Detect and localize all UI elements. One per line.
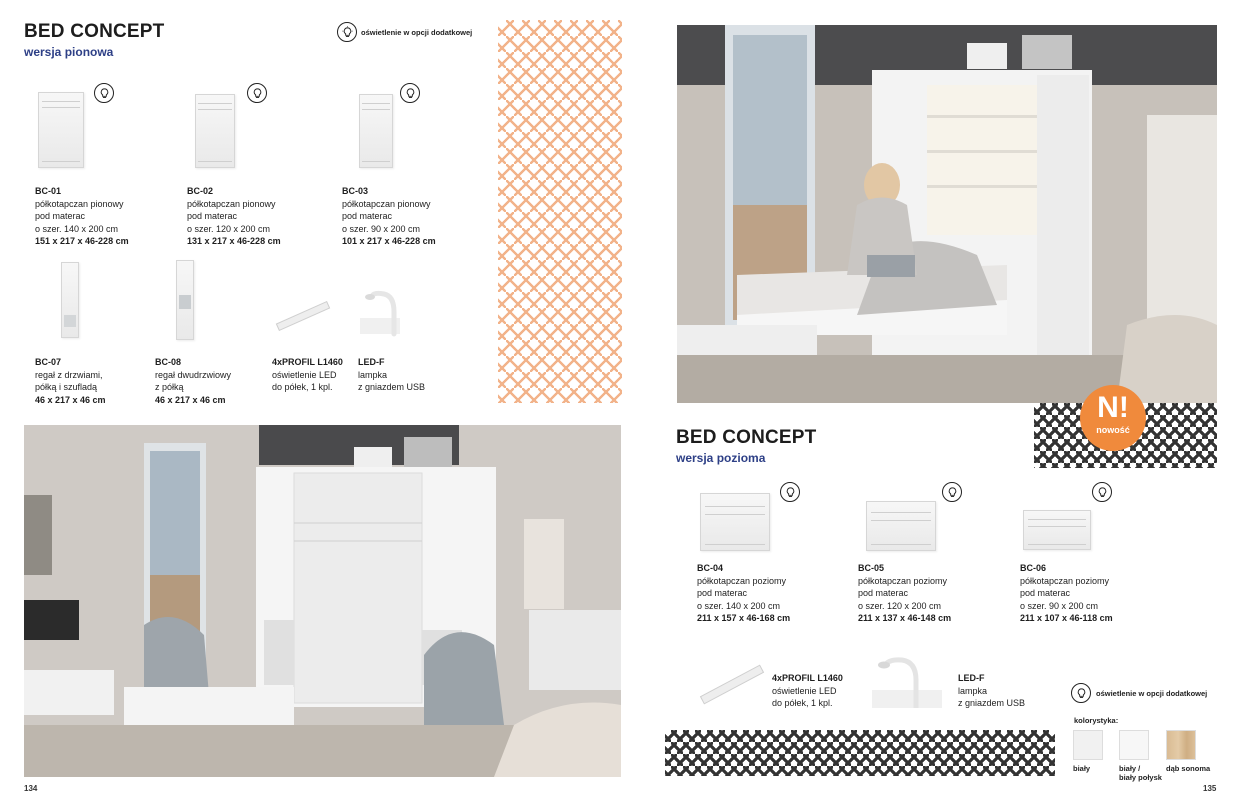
color-label-sonoma-oak: dąb sonoma — [1166, 764, 1211, 773]
product-desc: lampka — [358, 369, 388, 380]
product-bc08 — [155, 356, 231, 406]
product-image-bc07 — [61, 262, 79, 338]
product-desc: oświetlenie LED — [272, 369, 337, 380]
product-size: o szer. 120 x 200 cm — [858, 600, 942, 611]
color-swatch-white — [1073, 730, 1103, 760]
product-desc: z gniazdem USB — [958, 698, 1026, 708]
product-image-led-lamp — [358, 282, 408, 337]
product-led-profile — [772, 672, 843, 710]
right-page-title: BED CONCEPT — [676, 427, 817, 448]
product-desc: półką i szufladą — [35, 382, 98, 392]
color-label-line: biały / — [1119, 764, 1141, 773]
product-bc07 — [35, 356, 106, 406]
product-size: o szer. 140 x 200 cm — [697, 600, 781, 611]
lightbulb-icon — [1092, 482, 1112, 502]
product-image-bc05 — [866, 501, 936, 551]
color-swatch-white-gloss — [1119, 730, 1149, 760]
interior-photo-vertical-bed — [24, 425, 621, 777]
product-image-led-profile — [700, 665, 764, 705]
colors-label: kolorystyka: — [1074, 716, 1119, 725]
product-code: BC-08 — [155, 357, 182, 367]
product-desc: pod materac — [342, 211, 393, 221]
product-bc05 — [858, 562, 951, 625]
product-image-bc02 — [195, 94, 235, 168]
lightbulb-icon — [337, 22, 357, 42]
product-desc: pod materac — [35, 211, 86, 221]
lightbulb-icon — [400, 83, 420, 103]
product-size: o szer. 90 x 200 cm — [342, 223, 421, 234]
product-led-lamp — [958, 672, 1025, 710]
right-page-subtitle: wersja pozioma — [676, 451, 766, 465]
product-code: BC-02 — [187, 186, 214, 196]
product-bc02 — [187, 185, 281, 248]
product-size: o szer. 120 x 200 cm — [187, 223, 271, 234]
product-code: 4xPROFIL L1460 — [772, 673, 843, 683]
product-desc: lampka — [958, 685, 988, 696]
color-label-white-gloss — [1119, 764, 1162, 782]
lightbulb-icon — [247, 83, 267, 103]
product-image-led-lamp — [872, 652, 942, 708]
product-code: BC-03 — [342, 186, 369, 196]
product-led-lamp — [358, 356, 425, 394]
product-image-bc08 — [176, 260, 194, 340]
product-dims: 101 x 217 x 46-228 cm — [342, 236, 436, 246]
product-bc03 — [342, 185, 436, 248]
product-desc: z półką — [155, 382, 184, 392]
product-image-bc04 — [700, 493, 770, 551]
product-dims: 211 x 137 x 46-148 cm — [858, 613, 952, 623]
product-desc: półkotapczan poziomy — [697, 575, 787, 586]
product-image-bc06 — [1023, 510, 1091, 550]
page-number-left: 134 — [24, 784, 38, 793]
product-desc: regał dwudrzwiowy — [155, 369, 232, 380]
lighting-note: oświetlenie w opcji dodatkowej — [361, 28, 473, 37]
product-led-profile — [272, 356, 343, 394]
product-desc: pod materac — [1020, 588, 1071, 598]
lightbulb-icon — [780, 482, 800, 502]
product-desc: półkotapczan poziomy — [1020, 575, 1110, 586]
product-desc: regał z drzwiami, — [35, 369, 103, 380]
product-dims: 46 x 217 x 46 cm — [155, 394, 226, 405]
new-badge — [1080, 385, 1146, 451]
product-code: 4xPROFIL L1460 — [272, 357, 343, 367]
product-dims: 46 x 217 x 46 cm — [35, 394, 106, 405]
lighting-note: oświetlenie w opcji dodatkowej — [1096, 689, 1208, 698]
product-code: BC-01 — [35, 186, 62, 196]
product-desc: pod materac — [697, 588, 748, 598]
product-dims: 211 x 157 x 46-168 cm — [697, 613, 791, 623]
color-label-white: biały — [1073, 764, 1091, 773]
product-code: BC-04 — [697, 563, 724, 573]
product-dims: 131 x 217 x 46-228 cm — [187, 236, 281, 246]
product-bc04 — [697, 562, 790, 625]
left-page-title: BED CONCEPT — [24, 21, 165, 42]
badge-big-text: N! — [1097, 391, 1129, 424]
product-code: BC-05 — [858, 563, 885, 573]
product-desc: pod materac — [858, 588, 909, 598]
product-size: o szer. 90 x 200 cm — [1020, 600, 1099, 611]
product-desc: półkotapczan pionowy — [342, 198, 431, 209]
product-desc: pod materac — [187, 211, 238, 221]
product-code: LED-F — [958, 673, 985, 683]
product-image-bc03 — [359, 94, 393, 168]
product-bc01 — [35, 185, 129, 248]
product-dims: 211 x 107 x 46-118 cm — [1020, 613, 1113, 623]
lightbulb-icon — [942, 482, 962, 502]
badge-small-text: nowość — [1096, 425, 1130, 435]
product-code: BC-06 — [1020, 563, 1047, 573]
product-desc: półkotapczan pionowy — [187, 198, 276, 209]
lightbulb-icon — [1071, 683, 1091, 703]
product-bc06 — [1020, 562, 1113, 625]
product-dims: 151 x 217 x 46-228 cm — [35, 236, 129, 246]
product-code: LED-F — [358, 357, 385, 367]
product-desc: do półek, 1 kpl. — [272, 382, 333, 392]
product-code: BC-07 — [35, 357, 62, 367]
product-image-led-profile — [276, 301, 330, 331]
product-desc: półkotapczan pionowy — [35, 198, 124, 209]
product-desc: do półek, 1 kpl. — [772, 698, 833, 708]
product-size: o szer. 140 x 200 cm — [35, 223, 119, 234]
decorative-zigzag-strip — [498, 20, 622, 403]
page-number-right: 135 — [1203, 784, 1217, 793]
color-label-line: biały połysk — [1119, 773, 1162, 782]
product-image-bc01 — [38, 92, 84, 168]
color-swatch-sonoma-oak — [1166, 730, 1196, 760]
interior-photo-woman-bed — [677, 25, 1217, 403]
decorative-zigzag-strip — [665, 730, 1055, 776]
product-desc: oświetlenie LED — [772, 685, 837, 696]
product-desc: z gniazdem USB — [358, 382, 426, 392]
product-desc: półkotapczan poziomy — [858, 575, 948, 586]
left-page-subtitle: wersja pionowa — [24, 45, 114, 59]
lightbulb-icon — [94, 83, 114, 103]
